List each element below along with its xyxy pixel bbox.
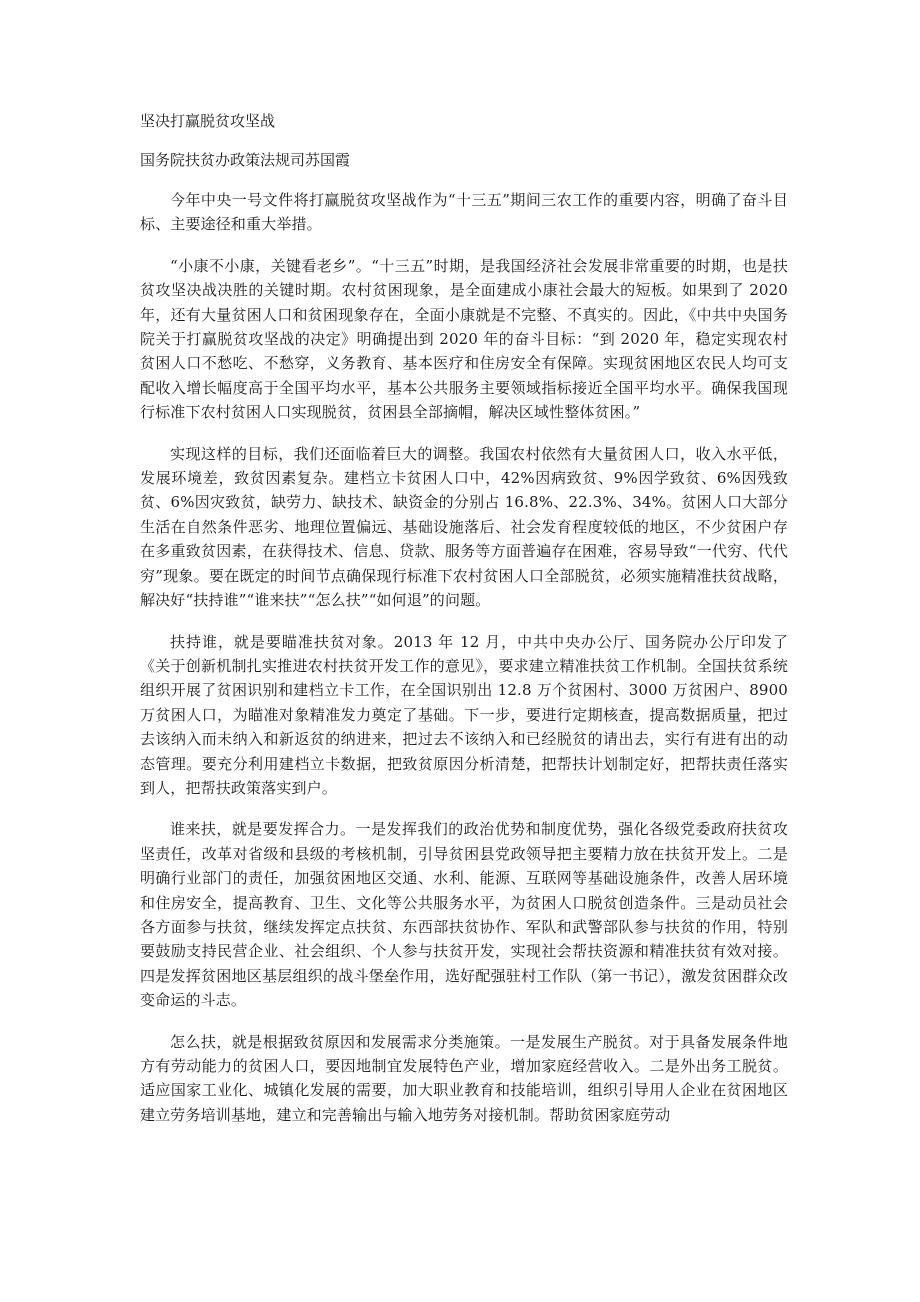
paragraph-who-to-help: 扶持谁，就是要瞄准扶贫对象。2013 年 12 月，中共中央办公厅、国务院办公厅印发了《关于创新机制扎实推进农村扶贫开发工作的意见》，要求建立精准扶贫工作机制。全国扶贫系统组织开展了贫困识别和建档立卡工作，在全国识别出 12.8 万个贫困村、3000 万贫困户、8900 万贫困人口，为瞄准对象精准发力奠定了基础。下一步，要进行定期核查，提高数据质量，把过去该纳入而未纳入和新返贫的纳进来，把过去不该纳入和已经脱贫的请出去，实行有进有出的动态管理。要充分利用建档立卡数据，把致贫原因分析清楚，把帮扶计划制定好，把帮扶责任落实到人，把帮扶政策落实到户。 xyxy=(140,632,788,797)
document-page xyxy=(140,110,788,1127)
author-line: 国务院扶贫办政策法规司苏国霞 xyxy=(140,151,351,169)
paragraph-how-to-help: 怎么扶，就是根据致贫原因和发展需求分类施策。一是发展生产脱贫。对于具备发展条件地方有劳动能力的贫困人口，要因地制宜发展特色产业，增加家庭经营收入。二是外出务工脱贫。适应国家工业化、城镇化发展的需要，加大职业教育和技能培训，组织引导用人企业在贫困地区建立劳务培训基地，建立和完善输出与输入地劳务对接机制。帮助贫困家庭劳动 xyxy=(140,1032,788,1124)
paragraph-challenges: 实现这样的目标，我们还面临着巨大的调整。我国农村依然有大量贫困人口，收入水平低，发展环境差，致贫因素复杂。建档立卡贫困人口中，42%因病致贫、9%因学致贫、6%因残致贫、6%因灾致贫，缺劳力、缺技术、缺资金的分别占 16.8%、22.3%、34%。贫困人口大部分生活在自然条件恶劣、地理位置偏远、基础设施落后、社会发育程度较低的地区，不少贫困户存在多重致贫因素，在获得技术、信息、贷款、服务等方面普遍存在困难，容易导致“一代穷、代代穷”现象。要在既定的时间节点确保现行标准下农村贫困人口全部脱贫，必须实施精准扶贫战略，解决好“扶持谁”“谁来扶”“怎么扶”“如何退”的问题。 xyxy=(140,444,788,610)
paragraph-who-helps: 谁来扶，就是要发挥合力。一是发挥我们的政治优势和制度优势，强化各级党委政府扶贫攻坚责任，改革对省级和县级的考核机制，引导贫困县党政领导把主要精力放在扶贫开发上。二是明确行业部门的责任，加强贫困地区交通、水利、能源、互联网等基础设施条件，改善人居环境和住房安全，提高教育、卫生、文化等公共服务水平，为贫困人口脱贫创造条件。三是动员社会各方面参与扶贫，继续发挥定点扶贫、东西部扶贫协作、军队和武警部队参与扶贫的作用，特别要鼓励支持民营企业、社会组织、个人参与扶贫开发，实现社会帮扶资源和精准扶贫有效对接。四是发挥贫困地区基层组织的战斗堡垒作用，选好配强驻村工作队（第一书记），激发贫困群众改变命运的斗志。 xyxy=(140,820,788,1010)
paragraph-goal: “小康不小康，关键看老乡”。“十三五”时期，是我国经济社会发展非常重要的时期，也是扶贫攻坚决战决胜的关键时期。农村贫困现象，是全面建成小康社会最大的短板。如果到了 2020 年，还有大量贫困人口和贫困现象存在，全面小康就是不完整、不真实的。因此，《中共中央国务院关于打赢脱贫攻坚战的决定》明确提出到 2020 年的奋斗目标：“到 2020 年，稳定实现农村贫困人口不愁吃、不愁穿，义务教育、基本医疗和住房安全有保障。实现贫困地区农民人均可支配收入增长幅度高于全国平均水平，基本公共服务主要领域指标接近全国平均水平。确保我国现行标准下农村贫困人口实现脱贫，贫困县全部摘帽，解决区域性整体贫困。” xyxy=(140,256,788,422)
document-title: 坚决打赢脱贫攻坚战 xyxy=(140,112,276,130)
paragraph-intro: 今年中央一号文件将打赢脱贫攻坚战作为“十三五”期间三农工作的重要内容，明确了奋斗目标、主要途径和重大举措。 xyxy=(140,191,788,234)
